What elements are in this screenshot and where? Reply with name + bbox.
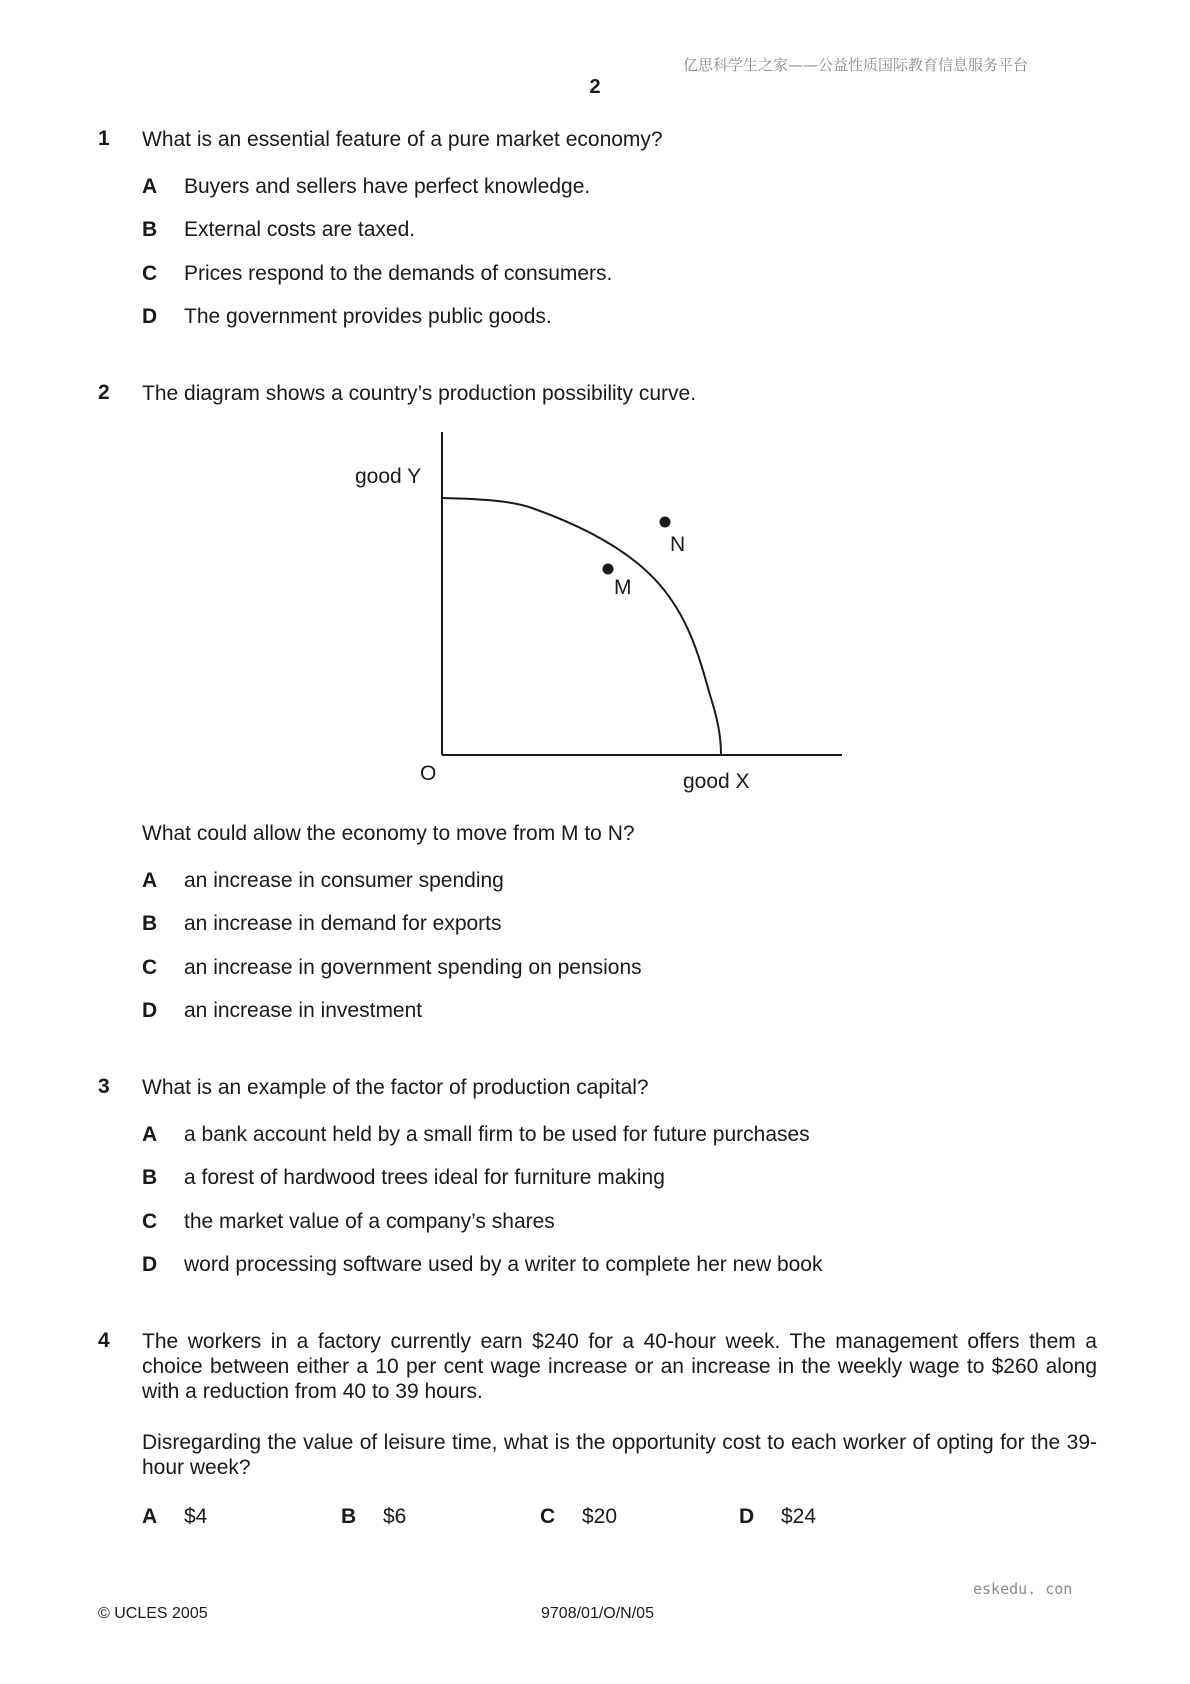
question-number: 1 (98, 127, 110, 150)
site-watermark: eskedu. con (973, 1580, 1073, 1598)
point-m (603, 564, 614, 575)
option-letter: A (142, 175, 158, 198)
question-text: The diagram shows a country’s production possibility curve. (142, 382, 697, 405)
option-text: $4 (184, 1505, 208, 1528)
option-letter: A (142, 869, 158, 892)
option-text: Buyers and sellers have perfect knowledge. (184, 175, 591, 198)
option-letter: D (142, 305, 158, 328)
option-letter: C (142, 262, 158, 285)
y-axis-label: good Y (355, 465, 422, 488)
option-letter: A (142, 1123, 158, 1146)
option-text: an increase in consumer spending (184, 869, 504, 892)
option-text: $24 (781, 1505, 817, 1528)
ppc-diagram (340, 425, 860, 805)
option-text: a bank account held by a small firm to be used for future purchases (184, 1123, 810, 1146)
option-text: a forest of hardwood trees ideal for furniture making (184, 1166, 665, 1189)
option-text: $20 (582, 1505, 618, 1528)
question-text: The workers in a factory currently earn $240 for a 40-hour week. The management offers them a choice between either a 10 per cent wage increase or an increase in the weekly wage to $260 along with a reduction from 40 to 39 hours. (142, 1330, 1097, 1403)
option-letter: B (142, 912, 158, 935)
followup-text: Disregarding the value of leisure time, what is the opportunity cost to each worker of opting for the 39-hour week? (142, 1431, 1097, 1479)
option-text: $6 (383, 1505, 407, 1528)
option-text: Prices respond to the demands of consumers. (184, 262, 613, 285)
option-text: an increase in government spending on pensions (184, 956, 642, 979)
point-n (660, 517, 671, 528)
question-text: What is an example of the factor of production capital? (142, 1076, 649, 1099)
question-number: 3 (98, 1075, 110, 1098)
watermark-text: 亿思科学生之家——公益性质国际教育信息服务平台 (683, 56, 1029, 74)
question-text: What is an essential feature of a pure market economy? (142, 128, 663, 151)
option-text: an increase in demand for exports (184, 912, 502, 935)
page-number: 2 (589, 76, 601, 98)
origin-label: O (420, 762, 437, 785)
option-letter: D (142, 999, 158, 1022)
question-number: 4 (98, 1329, 110, 1352)
option-text: External costs are taxed. (184, 218, 416, 241)
followup-text: What could allow the economy to move from M to N? (142, 822, 635, 845)
option-text: The government provides public goods. (184, 305, 552, 328)
option-text: the market value of a company’s shares (184, 1210, 555, 1233)
option-letter: D (142, 1253, 158, 1276)
copyright: © UCLES 2005 (98, 1605, 208, 1622)
option-letter: B (341, 1505, 357, 1528)
option-letter: A (142, 1505, 158, 1528)
option-letter: D (739, 1505, 755, 1528)
option-letter: C (540, 1505, 556, 1528)
paper-code: 9708/01/O/N/05 (541, 1605, 654, 1622)
option-letter: C (142, 956, 158, 979)
option-text: word processing software used by a writer to complete her new book (184, 1253, 823, 1276)
x-axis-label: good X (683, 770, 750, 793)
point-n-label: N (670, 533, 686, 556)
question-number: 2 (98, 381, 110, 404)
option-letter: B (142, 218, 158, 241)
option-letter: C (142, 1210, 158, 1233)
point-m-label: M (614, 576, 632, 599)
option-text: an increase in investment (184, 999, 423, 1022)
option-letter: B (142, 1166, 158, 1189)
